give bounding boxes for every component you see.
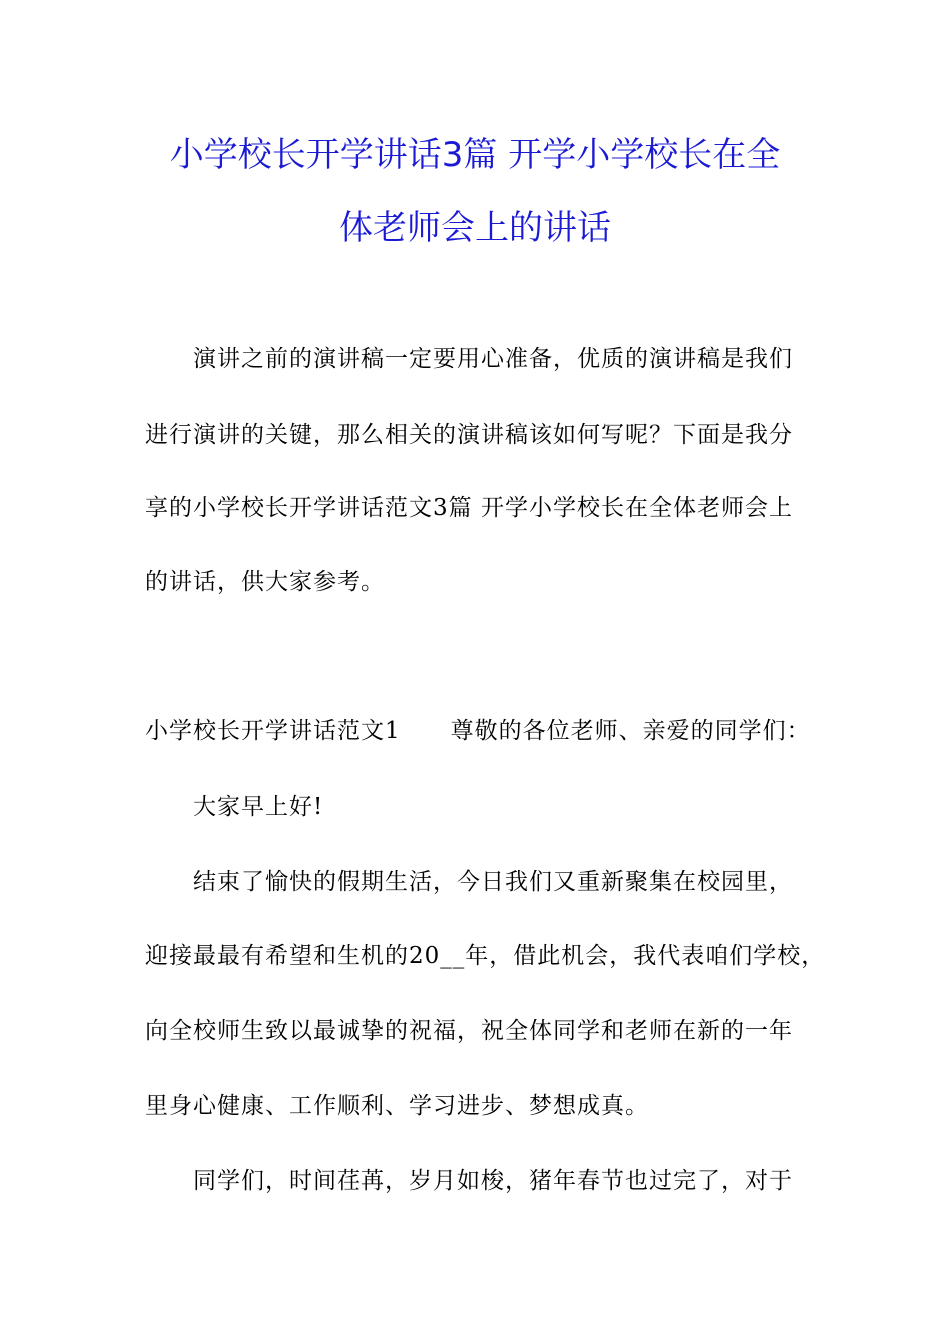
salutation: 尊敬的各位老师、亲爱的同学们： [450,718,811,744]
paragraph1-line-4: 里身心健康、工作顺利、学习进步、梦想成真。 [145,1093,649,1119]
intro-line-3: 享的小学校长开学讲话范文3篇 开学小学校长在全体老师会上 [145,495,793,521]
section-heading-line [145,716,811,746]
document-title-line-1: 小学校长开学讲话3篇 开学小学校长在全 [169,135,781,175]
intro-line-4: 的讲话，供大家参考。 [145,569,385,595]
paragraph1-line-1: 结束了愉快的假期生活，今日我们又重新聚集在校园里， [193,869,793,895]
section-heading: 小学校长开学讲话范文1 [145,718,401,744]
greeting: 大家早上好! [193,794,324,820]
paragraph2-line-1: 同学们，时间荏苒，岁月如梭，猪年春节也过完了，对于 [193,1168,793,1194]
document-title-line-2: 体老师会上的讲话 [339,208,611,248]
intro-line-2: 进行演讲的关键，那么相关的演讲稿该如何写呢？下面是我分 [145,422,793,448]
paragraph1-line-3: 向全校师生致以最诚挚的祝福，祝全体同学和老师在新的一年 [145,1018,793,1044]
paragraph1-line-2: 迎接最最有希望和生机的20__年，借此机会，我代表咱们学校， [145,943,826,969]
intro-line-1: 演讲之前的演讲稿一定要用心准备，优质的演讲稿是我们 [193,346,793,372]
